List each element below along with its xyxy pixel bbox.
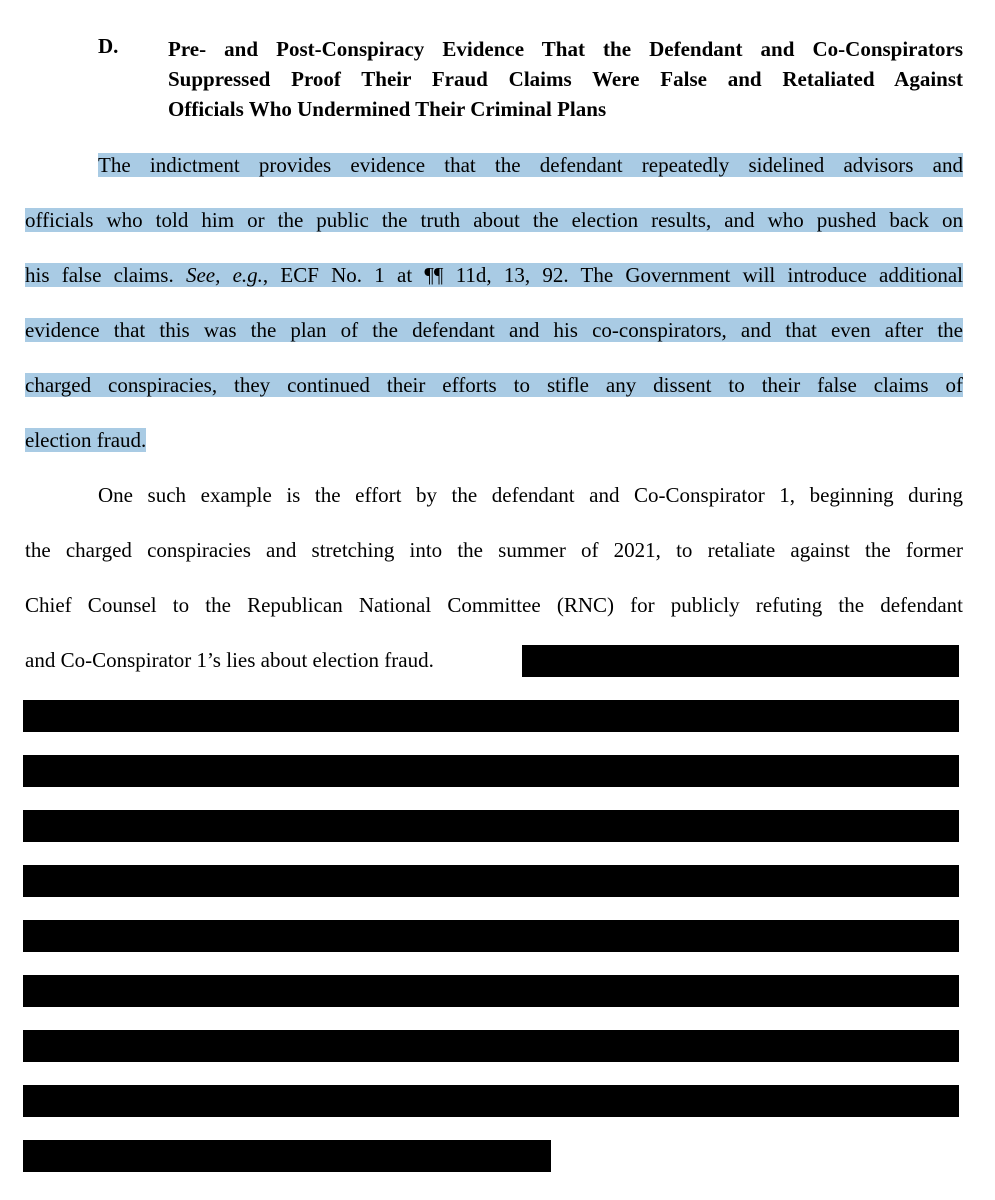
paragraph2-line-2: the charged conspiracies and stretching into the summer of 2021, to retaliate against the former xyxy=(25,538,963,562)
paragraph1-line-3-start: his false claims. xyxy=(25,263,174,287)
redaction-bar xyxy=(522,645,959,677)
redaction-bar xyxy=(23,1030,959,1062)
paragraph2-line-4: and Co-Conspirator 1’s lies about election fraud. xyxy=(25,648,434,672)
citation: , ECF No. 1 at ¶¶ 11d, 13, 92. xyxy=(262,263,569,287)
paragraph1-line-6 xyxy=(25,425,963,455)
redaction-bar xyxy=(23,1085,959,1117)
redaction-bar xyxy=(23,975,959,1007)
paragraph1-line-3-tail: The Government will introduce additional xyxy=(580,263,964,287)
heading-line-3: Officials Who Undermined Their Criminal Plans xyxy=(168,97,607,121)
heading-line-1: Pre- and Post-Conspiracy Evidence That the Defendant and Co-Conspirators xyxy=(168,37,963,61)
section-heading xyxy=(168,34,963,124)
section-letter: D. xyxy=(98,34,119,58)
paragraph1-line-1 xyxy=(25,150,963,180)
paragraph1-line-5 xyxy=(25,370,963,400)
redaction-bar xyxy=(23,920,959,952)
highlighted-text: election fraud. xyxy=(25,428,147,452)
redaction-bar xyxy=(23,755,959,787)
paragraph1-line-4 xyxy=(25,315,963,345)
redaction-bar xyxy=(23,700,959,732)
highlighted-text xyxy=(25,263,963,287)
citation-signal: See, e.g. xyxy=(185,263,263,287)
paragraph1-line-3 xyxy=(25,260,963,290)
heading-line-2: Suppressed Proof Their Fraud Claims Were False and Retaliated Against xyxy=(168,67,963,91)
highlighted-text: evidence that this was the plan of the defendant and his co-conspirators, and that even after the xyxy=(25,318,963,342)
paragraph2-line-3: Chief Counsel to the Republican National Committee (RNC) for publicly refuting the defendant xyxy=(25,593,963,617)
highlighted-text: charged conspiracies, they continued their efforts to stifle any dissent to their false claims of xyxy=(25,373,963,397)
redaction-bar xyxy=(23,1140,551,1172)
paragraph2-line-1: One such example is the effort by the defendant and Co-Conspirator 1, beginning during xyxy=(98,483,963,507)
highlighted-text: The indictment provides evidence that the defendant repeatedly sidelined advisors and xyxy=(98,153,963,177)
redaction-bar xyxy=(23,865,959,897)
highlighted-text: officials who told him or the public the truth about the election results, and who pushed back on xyxy=(25,208,963,232)
paragraph1-line-2 xyxy=(25,205,963,235)
redaction-bar xyxy=(23,810,959,842)
